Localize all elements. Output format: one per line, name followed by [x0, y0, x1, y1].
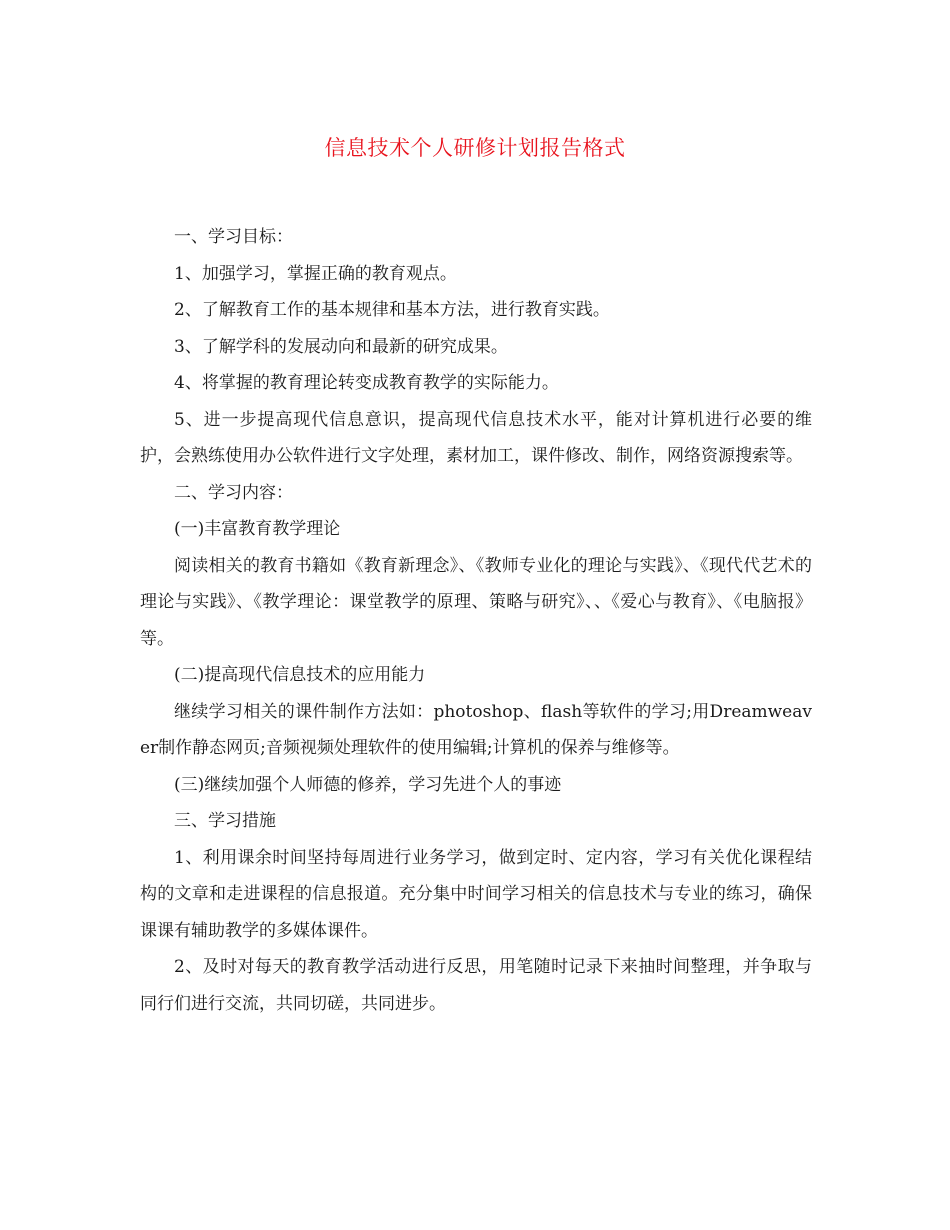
paragraph-reading: 阅读相关的教育书籍如《教育新理念》、《教师专业化的理论与实践》、《现代代艺术的理论与实践》、《教学理论：课堂教学的原理、策略与研究》、、《爱心与教育》、《电脑报》等。 — [140, 555, 812, 649]
paragraph-courseware: 继续学习相关的课件制作方法如：photoshop、flash等软件的学习;用Dreamweaver制作静态网页;音频视频处理软件的使用编辑;计算机的保养与维修等。 — [140, 701, 812, 758]
document-body — [140, 219, 812, 1022]
goal-item-2: 2、了解教育工作的基本规律和基本方法，进行教育实践。 — [174, 300, 610, 320]
goal-item-5: 5、进一步提高现代信息意识，提高现代信息技术水平，能对计算机进行必要的维护，会熟练使用办公软件进行文字处理，素材加工，课件修改、制作，网络资源搜索等。 — [140, 409, 812, 466]
subsection-heading-it-skills: (二)提高现代信息技术的应用能力 — [174, 665, 426, 685]
section-heading-measures: 三、学习措施 — [174, 811, 276, 831]
goal-item-4: 4、将掌握的教育理论转变成教育教学的实际能力。 — [174, 373, 559, 393]
subsection-heading-theory: (一)丰富教育教学理论 — [174, 519, 341, 539]
measure-item-1: 1、利用课余时间坚持每周进行业务学习，做到定时、定内容，学习有关优化课程结构的文章和走进课程的信息报道。充分集中时间学习相关的信息技术与专业的练习，确保课课有辅助教学的多媒体课件。 — [140, 847, 812, 941]
goal-item-3: 3、了解学科的发展动向和最新的研究成果。 — [174, 336, 508, 357]
measure-item-2: 2、及时对每天的教育教学活动进行反思，用笔随时记录下来抽时间整理，并争取与同行们进行交流，共同切磋，共同进步。 — [140, 957, 812, 1014]
goal-item-1: 1、加强学习，掌握正确的教育观点。 — [174, 263, 457, 284]
section-heading-goals: 一、学习目标： — [174, 227, 293, 247]
section-heading-content: 二、学习内容： — [174, 482, 293, 503]
document-title: 信息技术个人研修计划报告格式 — [324, 136, 626, 160]
subsection-heading-ethics: (三)继续加强个人师德的修养，学习先进个人的事迹 — [174, 774, 562, 795]
